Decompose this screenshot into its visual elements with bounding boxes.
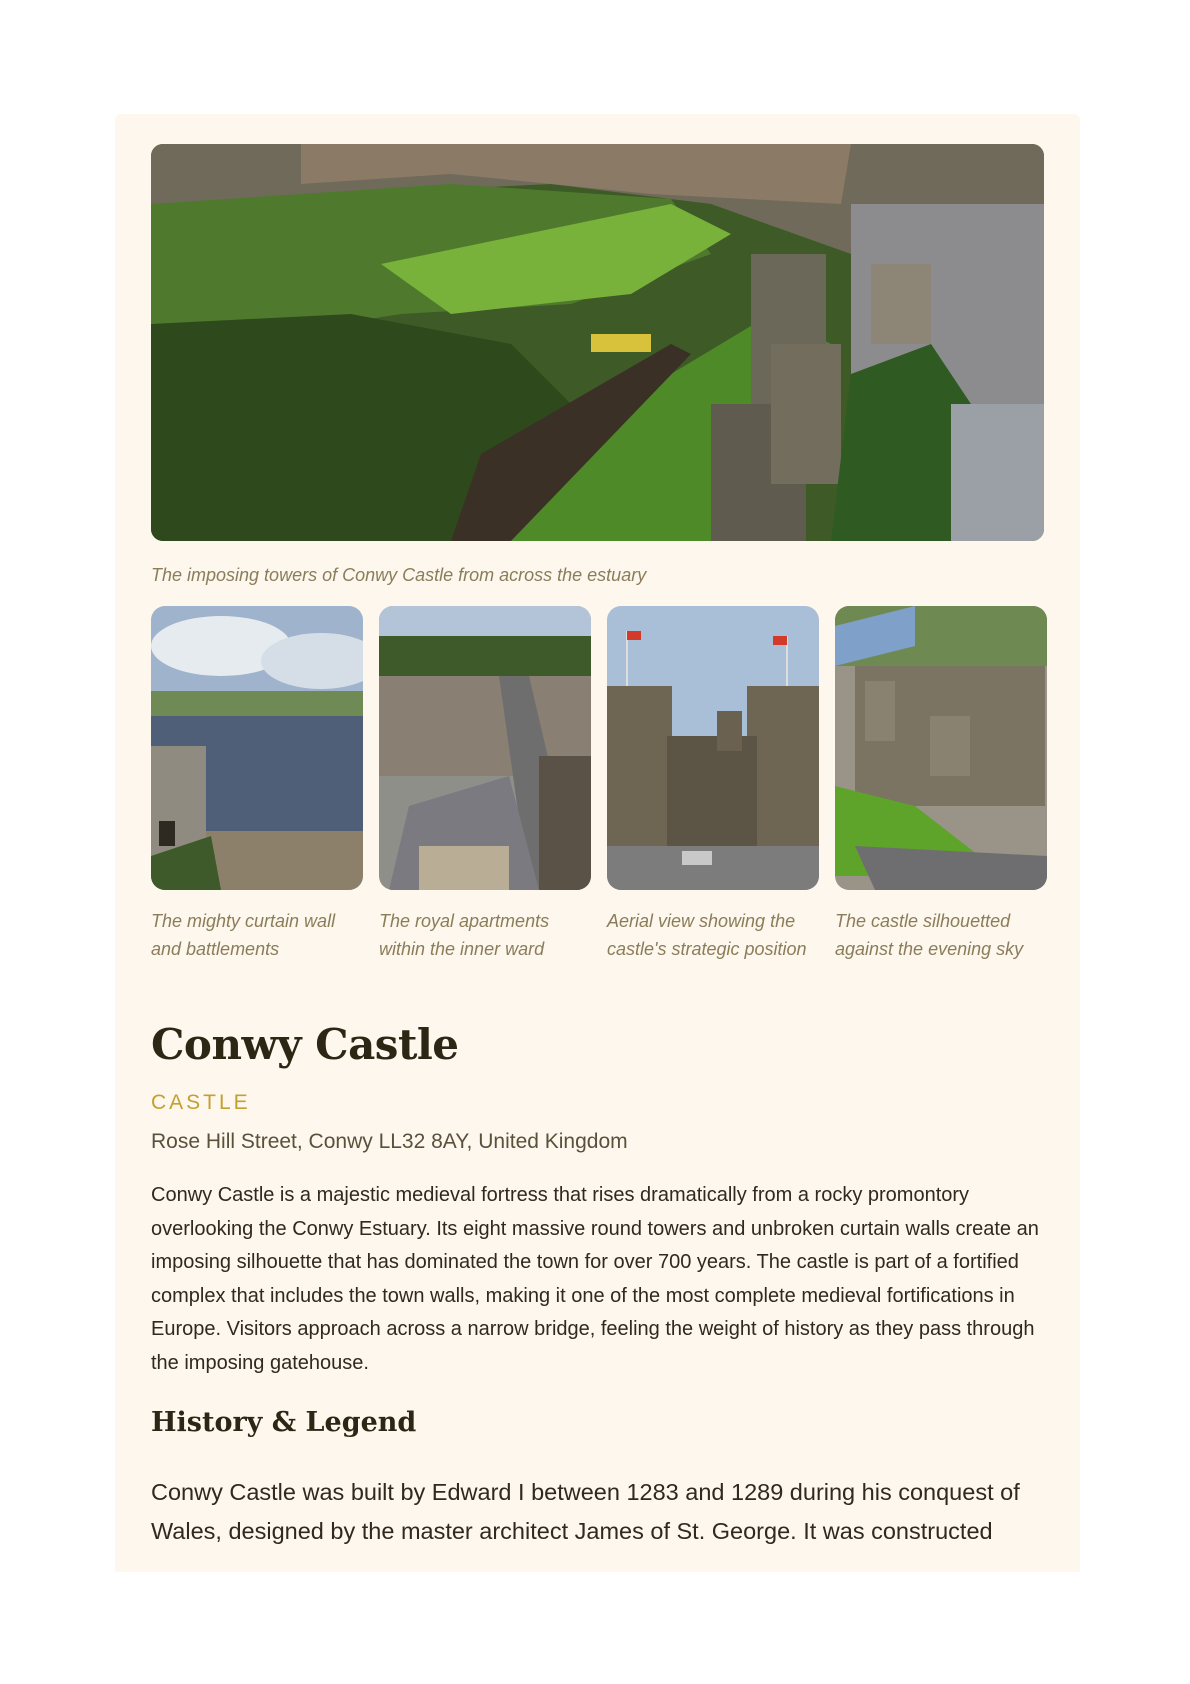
hero-image[interactable] bbox=[151, 144, 1044, 541]
description: Conwy Castle is a majestic medieval fortress that rises dramatically from a rocky promontory overlooking the Conwy Estuary. Its eight massive round towers and unbroken curtain walls create an imposing silhouette that has dominated the town for over 700 years. The castle is part of a fortified complex that includes the town walls, making it one of the most complete medieval fortifications in Europe. Visitors approach across a narrow bridge, feeling the weight of history as they pass through the imposing gatehouse. bbox=[151, 1184, 1039, 1374]
category-label: CASTLE bbox=[151, 1091, 251, 1114]
gallery-image-1[interactable] bbox=[151, 606, 363, 890]
gallery-caption-1: The mighty curtain wall and battlements bbox=[151, 911, 336, 959]
aerial-castle-photo bbox=[835, 606, 1047, 890]
castle-towers-photo bbox=[607, 606, 819, 890]
address: Rose Hill Street, Conwy LL32 8AY, United Kingdom bbox=[151, 1130, 628, 1153]
gallery-caption-3: Aerial view showing the castle's strategic position bbox=[607, 911, 807, 959]
castle-landscape-photo bbox=[151, 144, 1044, 541]
town-street-photo bbox=[379, 606, 591, 890]
place-card bbox=[115, 114, 1080, 1572]
gallery-image-2[interactable] bbox=[379, 606, 591, 890]
history-heading: History & Legend bbox=[151, 1407, 417, 1438]
gallery-image-4[interactable] bbox=[835, 606, 1047, 890]
gallery-caption-4: The castle silhouetted against the evening sky bbox=[835, 911, 1024, 959]
gallery-caption-2: The royal apartments within the inner ward bbox=[379, 911, 550, 959]
estuary-photo bbox=[151, 606, 363, 890]
gallery-image-3[interactable] bbox=[607, 606, 819, 890]
page-title: Conwy Castle bbox=[151, 1020, 459, 1069]
hero-caption: The imposing towers of Conwy Castle from across the estuary bbox=[151, 565, 647, 585]
history-text: Conwy Castle was built by Edward I between 1283 and 1289 during his conquest of Wales, designed by the master architect James of St. George. It was constructed bbox=[151, 1479, 1020, 1544]
